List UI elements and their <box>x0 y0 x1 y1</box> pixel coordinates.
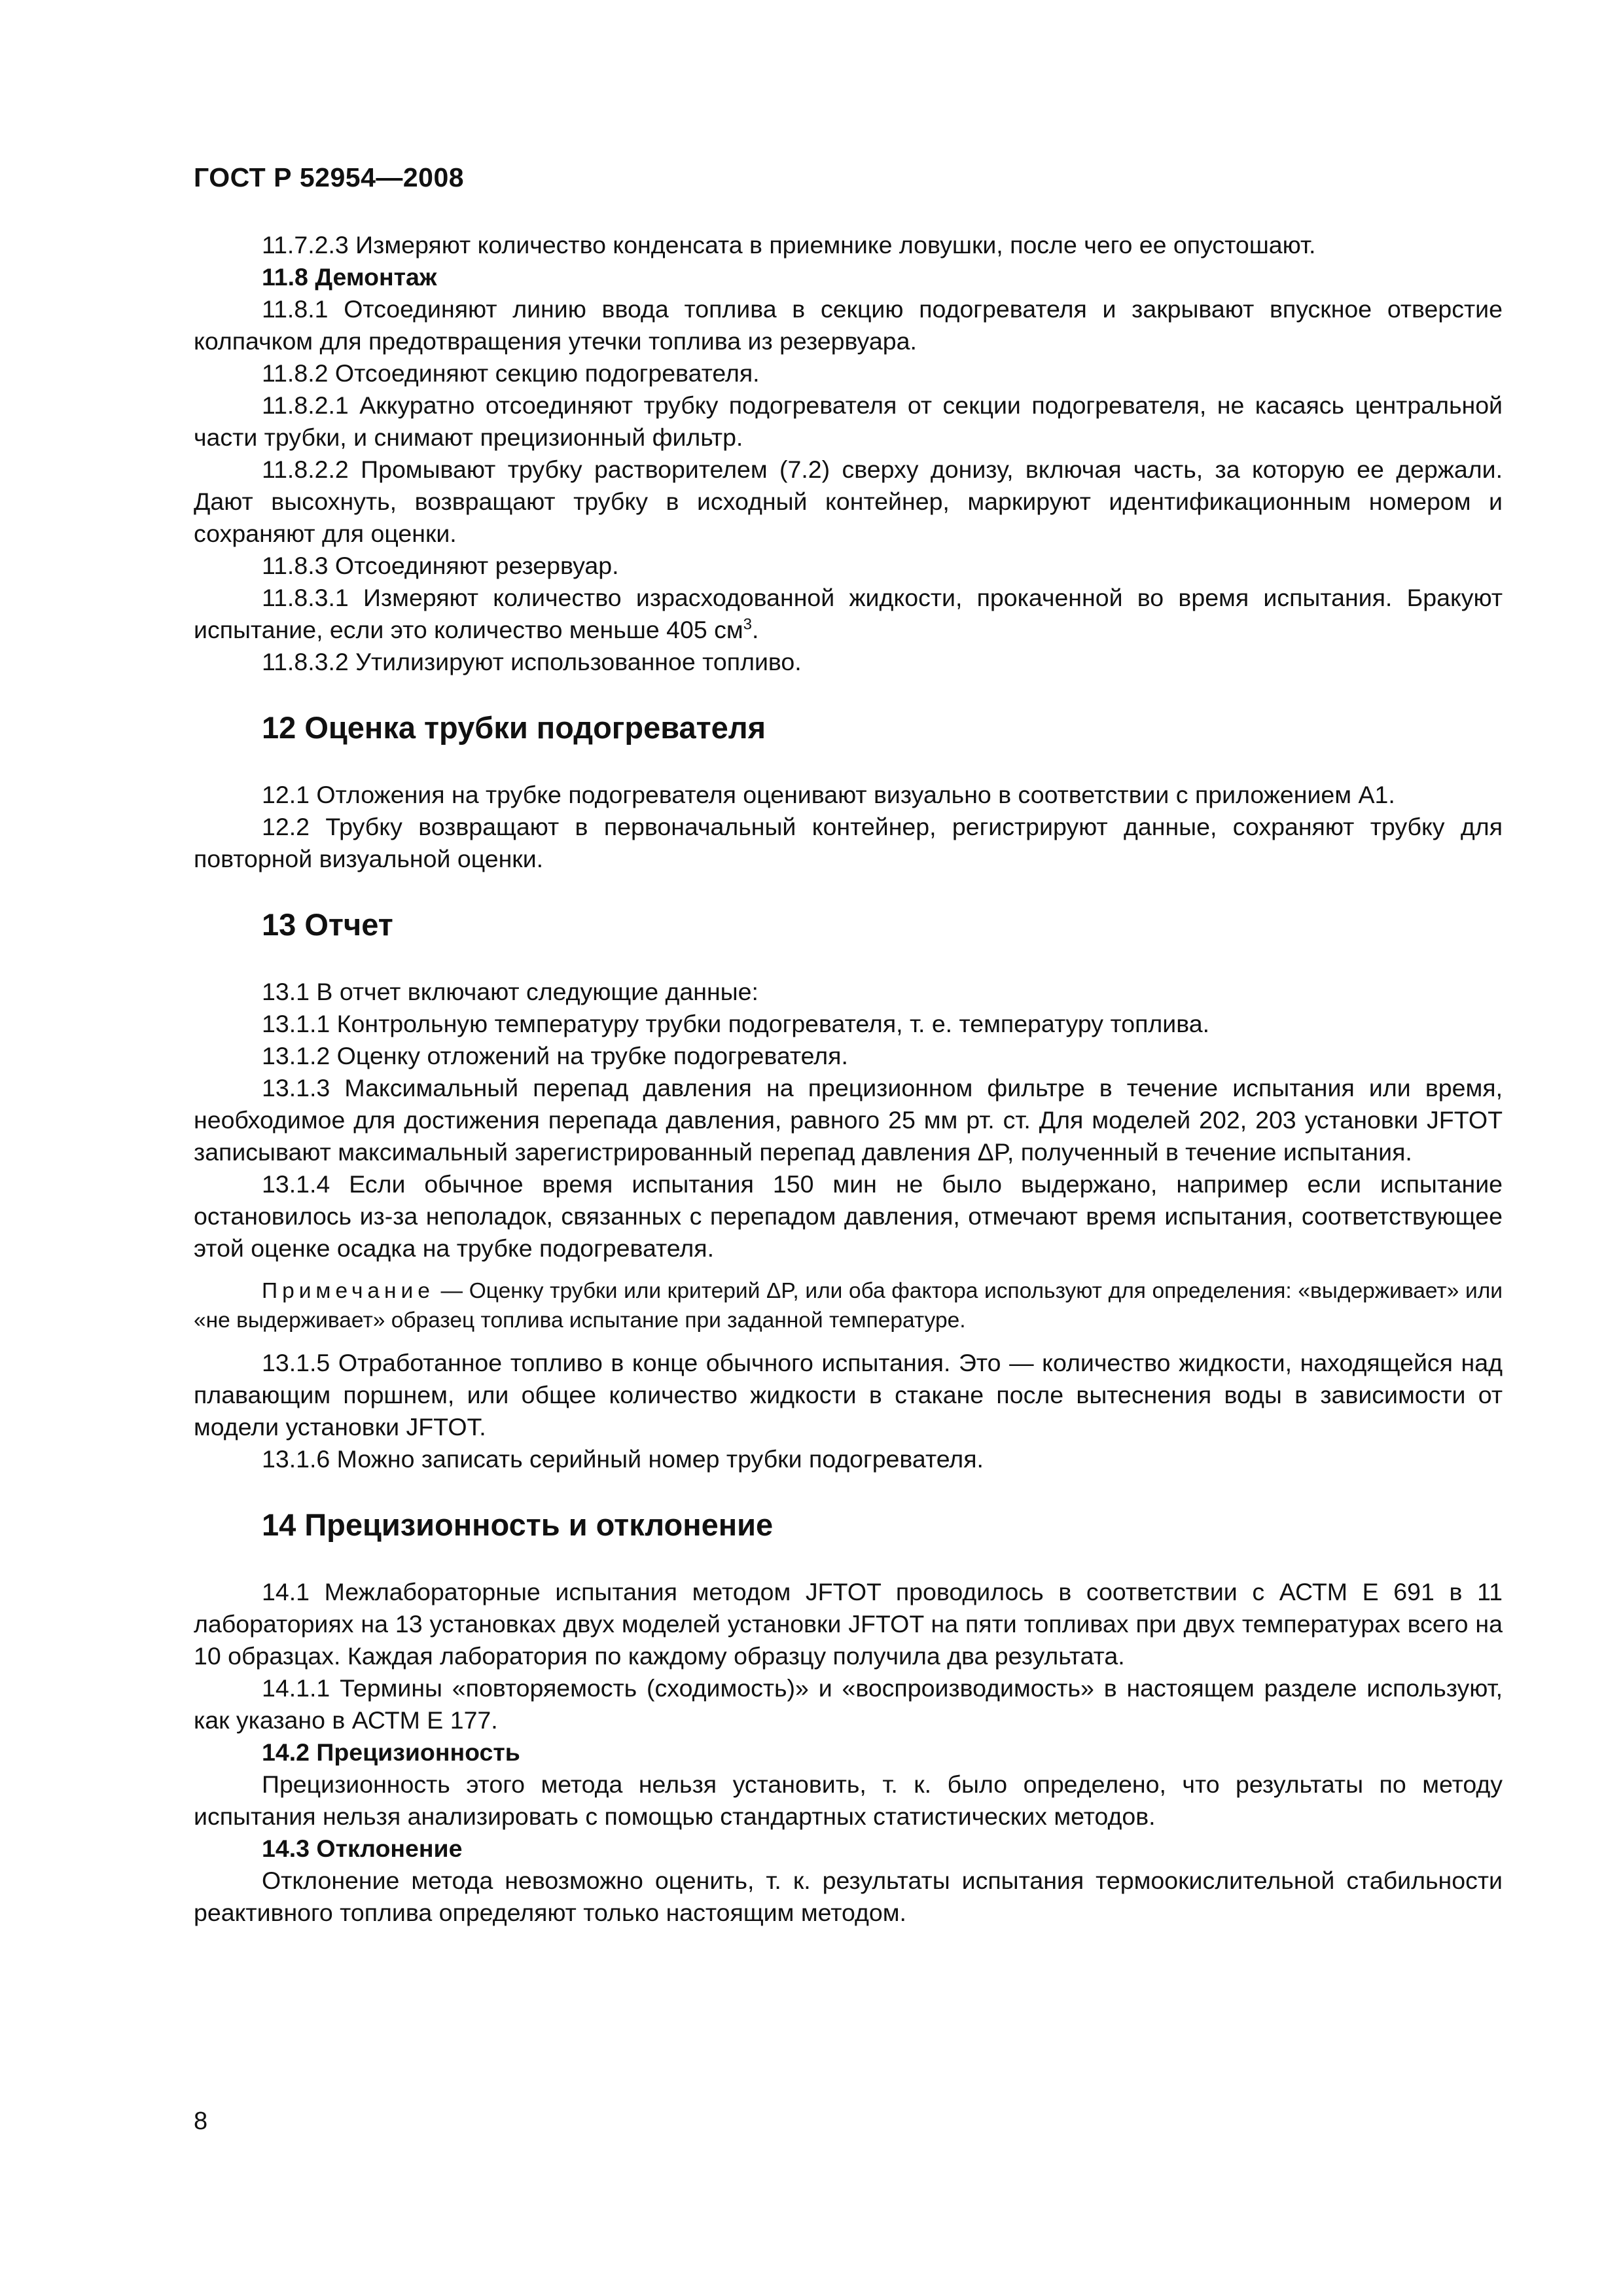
note <box>194 1276 1503 1335</box>
paragraph-11-8-2: 11.8.2 Отсоединяют секцию подогревателя. <box>262 359 760 387</box>
subheading-14-3: 14.3 Отклонение <box>262 1835 463 1862</box>
subheading-14-2: 14.2 Прецизионность <box>262 1738 520 1766</box>
note-text: — Оценку трубки или критерий ΔP, или оба фактора используют для определения: «выдерживает» или «не выдерживает» образец топлива испытание при заданной температуре. <box>194 1279 1503 1333</box>
section-title-12: 12 Оценка трубки подогревателя <box>262 710 766 745</box>
paragraph-13-1-2: 13.1.2 Оценку отложений на трубке подогревателя. <box>262 1042 848 1069</box>
paragraph-11-8-3: 11.8.3 Отсоединяют резервуар. <box>262 552 619 579</box>
superscript-3: 3 <box>743 615 753 634</box>
paragraph-14-2: Прецизионность этого метода нельзя установить, т. к. было определено, что результаты по методу испытания нельзя анализировать с помощью стандартных статистических методов. <box>194 1770 1503 1830</box>
paragraph-13-1: 13.1 В отчет включают следующие данные: <box>262 978 758 1005</box>
note-label: Примечание <box>262 1279 435 1303</box>
page-content <box>194 229 1503 1929</box>
paragraph-12-1: 12.1 Отложения на трубке подогревателя оценивают визуально в соответствии с приложением А1. <box>262 781 1395 808</box>
paragraph-14-1-1: 14.1.1 Термины «повторяемость (сходимость)» и «воспроизводимость» в настоящем разделе используют, как указано в АСТМ Е 177. <box>194 1674 1503 1734</box>
paragraph-11-8-3-2: 11.8.3.2 Утилизируют использованное топливо. <box>262 648 802 675</box>
paragraph-14-1: 14.1 Межлабораторные испытания методом JFTOT проводилось в соответствии с АСТМ Е 691 в 11 лабораториях на 13 установках двух моделей установки JFTOT на пяти топливах при двух температурах всего на 10 образцах. Каждая лаборатория по каждому образцу получила два результата. <box>194 1578 1503 1670</box>
page-number: 8 <box>194 2108 208 2135</box>
paragraph-13-1-6: 13.1.6 Можно записать серийный номер трубки подогревателя. <box>262 1445 984 1473</box>
paragraph-14-3: Отклонение метода невозможно оценить, т. к. результаты испытания термоокислительной стабильности реактивного топлива определяют только настоящим методом. <box>194 1867 1503 1926</box>
paragraph-11-8-3-1 <box>194 582 1503 646</box>
paragraph-11-8-1: 11.8.1 Отсоединяют линию ввода топлива в секцию подогревателя и закрывают впускное отверстие колпачком для предотвращения утечки топлива из резервуара. <box>194 295 1503 355</box>
paragraph-13-1-1: 13.1.1 Контрольную температуру трубки подогревателя, т. е. температуру топлива. <box>262 1010 1209 1037</box>
paragraph-13-1-5: 13.1.5 Отработанное топливо в конце обычного испытания. Это — количество жидкости, находящейся над плавающим поршнем, или общее количество жидкости в стакане после вытеснения воды в зависимости от модели установки JFTOT. <box>194 1349 1503 1441</box>
paragraph-11-8-3-1-end: . <box>752 616 759 643</box>
standard-code-header: ГОСТ Р 52954—2008 <box>194 162 465 192</box>
subheading-11-8: 11.8 Демонтаж <box>262 263 437 291</box>
section-title-13: 13 Отчет <box>262 907 393 942</box>
paragraph-13-1-4: 13.1.4 Если обычное время испытания 150 мин не было выдержано, например если испытание остановилось из-за неполадок, связанных с перепадом давления, отмечают время испытания, соответствующее этой оценке осадка на трубке подогревателя. <box>194 1170 1503 1262</box>
paragraph-13-1-3: 13.1.3 Максимальный перепад давления на прецизионном фильтре в течение испытания или время, необходимое для достижения перепада давления, равного 25 мм рт. ст. Для моделей 202, 203 установки JFTOT записывают максимальный зарегистрированный перепад давления ΔP, полученный в течение испытания. <box>194 1074 1503 1166</box>
paragraph-11-8-3-1-text: 11.8.3.1 Измеряют количество израсходованной жидкости, прокаченной во время испытания. Бракуют испытание, если это количество меньше 405 см <box>194 584 1503 643</box>
paragraph-12-2: 12.2 Трубку возвращают в первоначальный контейнер, регистрируют данные, сохраняют трубку для повторной визуальной оценки. <box>194 813 1503 872</box>
paragraph-11-7-2-3: 11.7.2.3 Измеряют количество конденсата в приемнике ловушки, после чего ее опустошают. <box>262 231 1316 259</box>
section-title-14: 14 Прецизионность и отклонение <box>262 1507 774 1542</box>
paragraph-11-8-2-2: 11.8.2.2 Промывают трубку растворителем (7.2) сверху донизу, включая часть, за которую ее держали. Дают высохнуть, возвращают трубку в исходный контейнер, маркируют идентификационным номером и сохраняют для оценки. <box>194 456 1503 547</box>
paragraph-11-8-2-1: 11.8.2.1 Аккуратно отсоединяют трубку подогревателя от секции подогревателя, не касаясь центральной части трубки, и снимают прецизионный фильтр. <box>194 391 1503 451</box>
